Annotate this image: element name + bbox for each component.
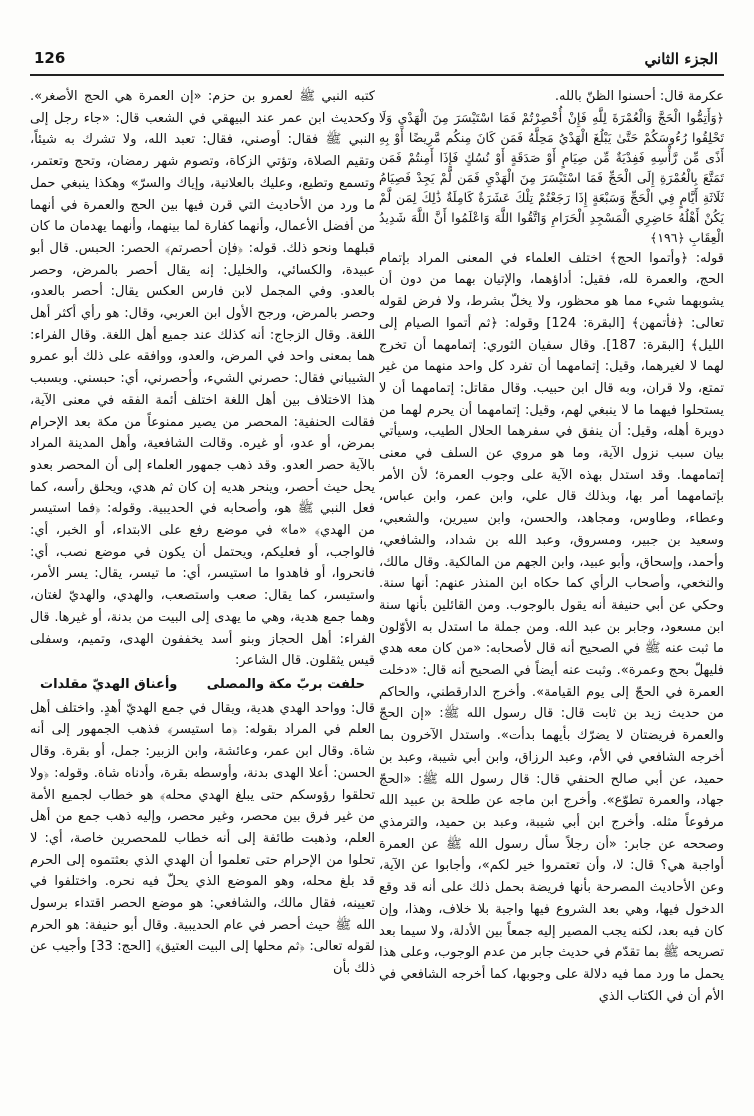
poem-first-hemistich: حلفت بربّ مكة والمصلى	[206, 676, 365, 692]
page-header	[30, 40, 724, 76]
right-column-body: قوله: ﴿وأتموا الحج﴾ اختلف العلماء في المعنى المراد بإتمام الحج، والعمرة لله، فقيل: أداؤهما، والإتيان بهما من دون أن يشوبهما شيء مما هو محظور، ولا يخلّ بشرط، ولا فرض لقوله تعالى: ﴿فأتمهن﴾ [البقرة: 124] وقوله: ﴿ثم أتموا الصيام إلى الليل﴾ [البقرة: 187]. وقال سفيان الثوري: إتمامهما أن تخرج لهما لا لغيرهما، وقيل: إتمامهما أن تفرد كل واحد منهما من غير تمتع، ولا قران، وبه قال ابن حبيب. وقال مقاتل: إتمامهما أن لا يستحلوا فيهما ما لا ينبغي لهم، وقيل: إتمامهما أن يحرم لهما من دويرة أهله، وقيل: أن ينفق في سفرهما الحلال الطيب، وسيأتي بيان سبب نزول الآية، وما هو مروي عن السلف في معنى إتمامهما. وقد استدل بهذه الآية على وجوب العمرة؛ لأن الأمر بإتمامهما أمر بها، وبذلك قال علي، وابن عمر، وابن عباس، وعطاء، وطاوس، ومجاهد، والحسن، وابن سيرين، والشعبي، وسعيد بن جبير، ومسروق، وعبد الله بن شداد، والشافعي، وأحمد، وإسحاق، وأبو عبيد، وابن الجهم من المالكية. وقال مالك، والنخعي، وأصحاب الرأي كما حكاه ابن المنذر عنهم: أنها سنة. وحكي عن أبي حنيفة أنه يقول بالوجوب. ومن القائلين بأنها سنة ابن مسعود، وجابر بن عبد الله. ومن جملة ما استدل به الأوّلون ما ثبت عنه ﷺ في الصحيح أنه قال لأصحابه: «من كان معه هدي فليهلّ بحج وعمرة». وثبت عنه أيضاً في الصحيح أنه قال: «دخلت العمرة في الحجّ إلى يوم القيامة». وأخرج الدارقطني، والحاكم من حديث زيد بن ثابت قال: قال رسول الله ﷺ: «إن الحجّ والعمرة فريضتان لا يضرّك بأيهما بدأت». واستدل الآخرون بما أخرجه الشافعي في الأم، وعبد الرزاق، وابن أبي شيبة، وعبد بن حميد، عن أبي صالح الحنفي قال: قال رسول الله ﷺ: «الحجّ جهاد، والعمرة تطوّع». وأخرج ابن ماجه عن طلحة بن عبيد الله مرفوعاً مثله. وأخرج ابن أبي شيبة، وعبد بن حميد، والترمذي وصححه عن جابر: «أن رجلاً سأل رسول الله ﷺ عن العمرة أواجبة هي؟ قال: لا، وأن تعتمروا خير لكم»، وأجابوا عن الآية، وعن الأحاديث المصرحة بأنها فريضة بحمل ذلك على أنه قد وقع الدخول فيها، وهي بعد الشروع فيها واجبة بلا خلاف، وهذا، وإن كان فيه بعد، لكنه يجب المصير إليه جمعاً بين الأدلة، ولا سيما بعد تصريحه ﷺ بما تقدّم في حديث جابر من عدم الوجوب، وعلى هذا يحمل ما ورد مما فيه دلالة على وجوبها، كما أخرجه الشافعي في الأم أن في الكتاب الذي	[379, 250, 724, 1004]
left-column	[30, 86, 375, 1096]
right-column	[379, 86, 724, 1096]
page-number: 126	[34, 49, 66, 67]
poem-verse	[30, 674, 375, 696]
quran-verse: ﴿وَأَتِمُّوا الْحَجَّ وَالْعُمْرَةَ لِلَّهِ فَإِنْ أُحْصِرْتُمْ فَمَا اسْتَيْسَرَ مِنَ الْهَدْيِ وَلَا تَحْلِقُوا رُءُوسَكُمْ حَتَّىٰ يَبْلُغَ الْهَدْيُ مَحِلَّهُ فَمَن كَانَ مِنكُم مَّرِيضًا أَوْ بِهِ أَذًى مِّن رَّأْسِهِ فَفِدْيَةٌ مِّن صِيَامٍ أَوْ صَدَقَةٍ أَوْ نُسُكٍ فَإِذَا أَمِنتُمْ فَمَن تَمَتَّعَ بِالْعُمْرَةِ إِلَى الْحَجِّ فَمَا اسْتَيْسَرَ مِنَ الْهَدْيِ فَمَن لَّمْ يَجِدْ فَصِيَامُ ثَلَاثَةِ أَيَّامٍ فِي الْحَجِّ وَسَبْعَةٍ إِذَا رَجَعْتُمْ تِلْكَ عَشَرَةٌ كَامِلَةٌ ذَٰلِكَ لِمَن لَّمْ يَكُنْ أَهْلُهُ حَاضِرِي الْمَسْجِدِ الْحَرَامِ وَاتَّقُوا اللَّهَ وَاعْلَمُوا أَنَّ اللَّهَ شَدِيدُ الْعِقَابِ ﴿١٩٦﴾	[379, 109, 724, 245]
poem-second-hemistich: وأعناق الهديّ مقلدات	[40, 676, 178, 692]
left-column-body-2: قال: وواحد الهدي هدية، ويقال في جمع الهديّ أهدٍ. واختلف أهل العلم في المراد بقوله: ﴿ما استيسر﴾ فذهب الجمهور إلى أنه شاة. وقال ابن عمر، وعائشة، وابن الزبير: جمل، أو بقرة. وقال الحسن: أعلا الهدى بدنة، وأوسطه بقرة، وأدناه شاة. وقوله: ﴿ولا تحلقوا رؤوسكم حتى يبلغ الهدي محله﴾ هو خطاب لجميع الأمة من غير فرق بين محصر، وغير محصر، وإليه ذهب جمع من أهل العلم، وذهبت طائفة إلى أنه خطاب للمحصرين خاصة، أي: لا تحلوا من الإحرام حتى تعلموا أن الهدي الذي بعثتموه إلى الحرم قد بلغ محله، وهو الموضع الذي يحلّ فيه نحره. واختلفوا في تعيينه، فقال مالك، والشافعي: هو موضع الحصر اقتداء برسول الله ﷺ حيث أحصر في عام الحديبية. وقال أبو حنيفة: هو الحرم لقوله تعالى: ﴿ثم محلها إلى البيت العتيق﴾ [الحج: 33] وأجيب عن ذلك بأن	[30, 700, 375, 977]
intro-line: عكرمة قال: أحسنوا الظنّ بالله.	[554, 89, 724, 104]
running-head: الجزء الثاني	[644, 50, 718, 68]
left-column-body-1: كتبه النبي ﷺ لعمرو بن حزم: «إن العمرة هي الحج الأصغر». وكحديث ابن عمر عند البيهقي في الشعب قال: «جاء رجل إلى النبي ﷺ فقال: أوصني، فقال: تعبد الله، ولا تشرك به شيئاً، وتقيم الصلاة، وتؤتي الزكاة، وتصوم شهر رمضان، وتحج وتعتمر، وتسمع وتطيع، وعليك بالعلانية، وإياك والسرّ» وهكذا ينبغي حمل ما ورد من الأحاديث التي قرن فيها بين الحج والعمرة في أنهما من أفضل الأعمال، وأنهما كفارة لما بينهما، وأنهما يهدمان ما كان قبلهما ونحو ذلك. قوله: ﴿فإن أحصرتم﴾ الحصر: الحبس. قال أبو عبيدة، والكسائي، والخليل: إنه يقال أحصر بالمرض، وحصر بالعدو. وفي المجمل لابن فارس العكس يقال: أحصر بالعدو، وحصر بالمرض، ورجح الأول ابن العربي، وقال: هو رأي أكثر أهل اللغة. وقال الزجاج: أنه كذلك عند جميع أهل اللغة. وقال الفراء: هما بمعنى واحد في المرض، والعدو، ووافقه على ذلك أبو عمرو الشيباني فقال: حصرني الشيء، وأحصرني، أي: حبسني. وبسبب هذا الاختلاف بين أهل اللغة اختلف أئمة الفقه في معنى الآية، فقالت الحنفية: المحصر من يصير ممنوعاً من مكة بعد الإحرام بمرض، أو عدو، أو غيره. وقالت الشافعية، وأهل المدينة المراد بالآية حصر العدو. وقد ذهب جمهور العلماء إلى أن المحصر بعدو يحل حيث أحصر، وينحر هديه إن كان ثم هدي، ويحلق رأسه، كما فعل النبي ﷺ هو، وأصحابه في الحديبية. وقوله: ﴿فما استيسر من الهدي﴾ «ما» في موضع رفع على الابتداء، أو الخبر، أي: فالواجب، أو فعليكم، ويحتمل أن يكون في موضع نصب، أي: فانحروا، أو فاهدوا ما استيسر، أي: ما تيسر، يقال: يسر الأمر، واستيسر، كما يقال: صعب واستصعب، والهدي، والهديّ لغتان، وهما جمع هدية، وهي ما يهدى إلى البيت من بدنة، أو غيرها. قال الفراء: أهل الحجاز وبنو أسد يخففون الهدى، وتميم، وسفلى قيس يثقلون. قال الشاعر:	[30, 89, 375, 669]
